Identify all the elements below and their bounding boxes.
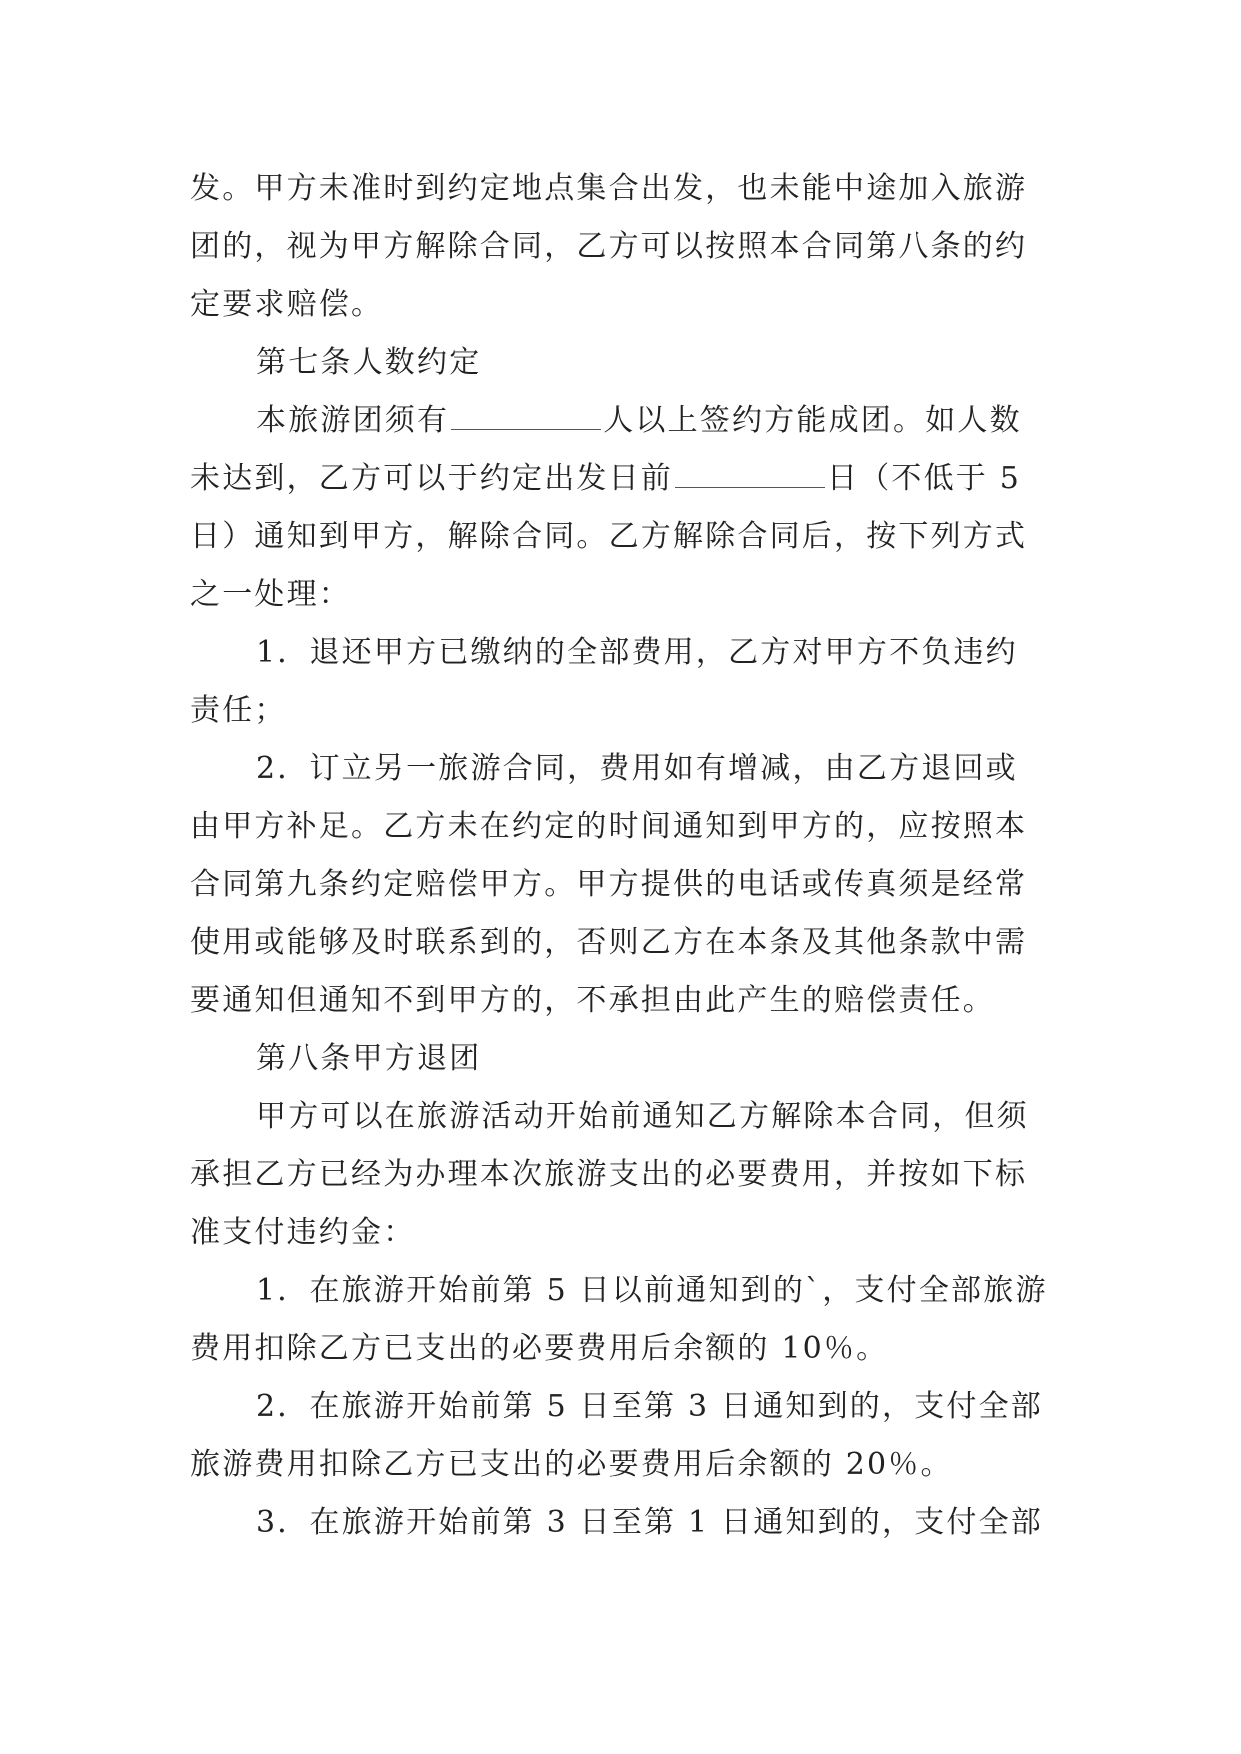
- paragraph-line: [190, 450, 1051, 508]
- line-segment: 人以上签约方能成团。如人数: [603, 403, 1022, 438]
- article-8-heading: 第八条甲方退团: [256, 1041, 482, 1076]
- paragraph-line: 之一处理：: [190, 577, 351, 612]
- paragraph-line: 定要求赔偿。: [190, 287, 384, 322]
- line-segment: 日（不低于 5: [827, 461, 1022, 496]
- fill-in-blank: [451, 403, 601, 430]
- list-item: 3．在旅游开始前第 3 日至第 1 日通知到的，支付全部: [256, 1505, 1044, 1540]
- paragraph-line: 费用扣除乙方已支出的必要费用后余额的 10％。: [190, 1331, 889, 1366]
- line-segment: 本旅游团须有: [256, 403, 450, 438]
- paragraph-line: 旅游费用扣除乙方已支出的必要费用后余额的 20％。: [190, 1447, 953, 1482]
- list-item: 2．订立另一旅游合同，费用如有增减，由乙方退回或: [256, 751, 1018, 786]
- paragraph-line: 承担乙方已经为办理本次旅游支出的必要费用，并按如下标: [190, 1157, 1028, 1192]
- document-body: [190, 160, 1051, 1552]
- paragraph-line: 发。甲方未准时到约定地点集合出发，也未能中途加入旅游: [190, 171, 1028, 206]
- paragraph-line: 合同第九条约定赔偿甲方。甲方提供的电话或传真须是经常: [190, 867, 1028, 902]
- paragraph-line: 由甲方补足。乙方未在约定的时间通知到甲方的，应按照本: [190, 809, 1028, 844]
- paragraph-line: 日）通知到甲方，解除合同。乙方解除合同后，按下列方式: [190, 519, 1028, 554]
- paragraph-line: 使用或能够及时联系到的，否则乙方在本条及其他条款中需: [190, 925, 1028, 960]
- paragraph-line: 甲方可以在旅游活动开始前通知乙方解除本合同，但须: [256, 1099, 1029, 1134]
- list-item: 2．在旅游开始前第 5 日至第 3 日通知到的，支付全部: [256, 1389, 1044, 1424]
- fill-in-blank: [675, 461, 825, 488]
- paragraph-line: 要通知但通知不到甲方的，不承担由此产生的赔偿责任。: [190, 983, 995, 1018]
- list-item: 1．退还甲方已缴纳的全部费用，乙方对甲方不负违约: [256, 635, 1018, 670]
- list-item: 1．在旅游开始前第 5 日以前通知到的`，支付全部旅游: [256, 1273, 1048, 1308]
- paragraph-line: 团的，视为甲方解除合同，乙方可以按照本合同第八条的约: [190, 229, 1028, 264]
- paragraph-line: 责任；: [190, 693, 287, 728]
- line-segment: 未达到，乙方可以于约定出发日前: [190, 461, 673, 496]
- paragraph-line: [190, 392, 1051, 450]
- paragraph-line: 准支付违约金：: [190, 1215, 416, 1250]
- article-7-heading: 第七条人数约定: [256, 345, 482, 380]
